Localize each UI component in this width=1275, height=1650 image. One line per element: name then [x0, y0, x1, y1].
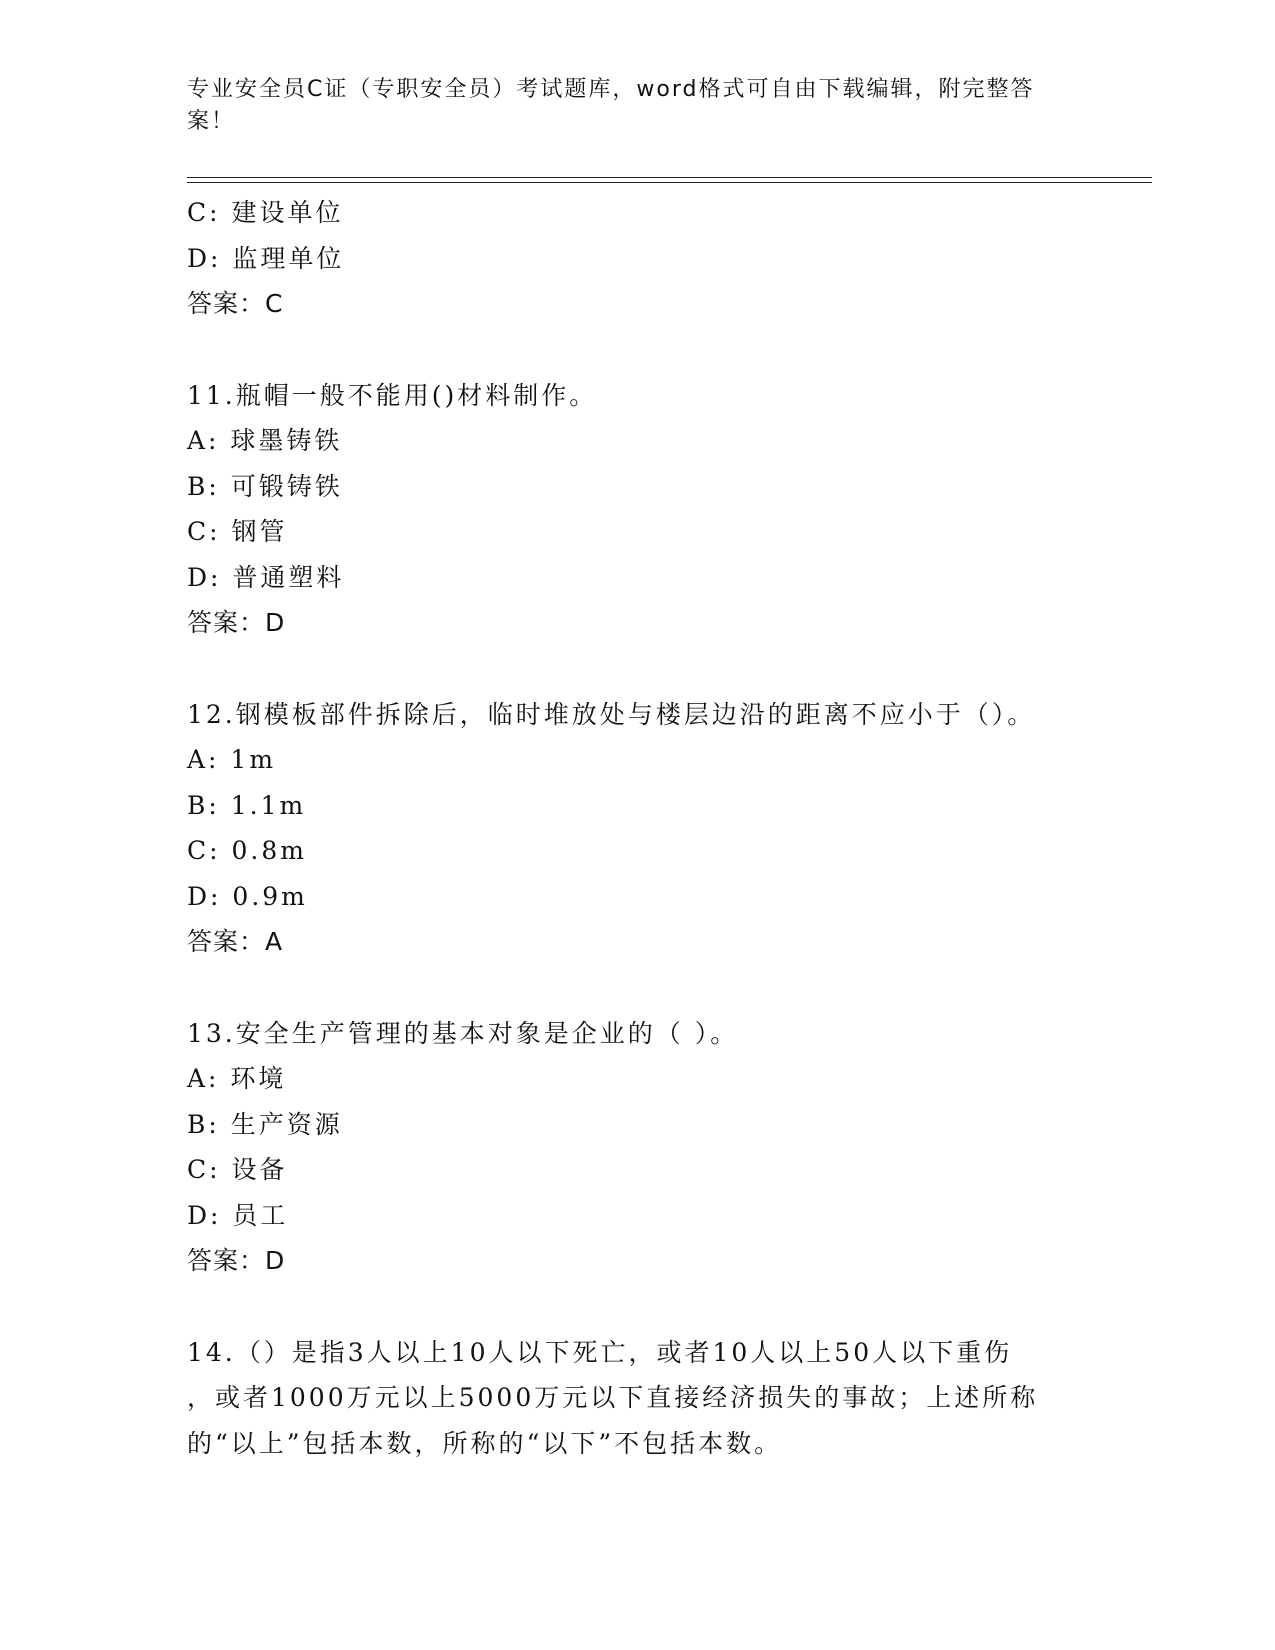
option-d: D: 员工 — [187, 1200, 289, 1230]
option-c: C: 设备 — [187, 1155, 288, 1184]
header-line-1: 专业安全员C证（专职安全员）考试题库，word格式可自由下载编辑，附完整答 — [187, 77, 1035, 102]
option-c: C: 0.8m — [187, 836, 307, 865]
question-stem: 13.安全生产管理的基本对象是企业的（ ）。 — [187, 1018, 739, 1048]
option-b: B: 1.1m — [187, 790, 307, 820]
header-rule-top — [187, 177, 1152, 178]
answer-line: 答案：D — [187, 608, 286, 637]
option-b: B: 可锻铸铁 — [187, 471, 343, 501]
option-a: A: 环境 — [187, 1064, 287, 1093]
answer-line: 答案：C — [187, 289, 284, 318]
document-header — [187, 74, 1067, 138]
option-d: D: 0.9m — [187, 881, 308, 911]
option-a: A: 球墨铸铁 — [187, 426, 343, 455]
option-d: D: 监理单位 — [187, 243, 345, 273]
question-list — [187, 190, 1087, 1466]
question-stem-line-1: 14.（）是指3人以上10人以下死亡，或者10人以上50人以下重伤 — [187, 1337, 1013, 1367]
question-12 — [187, 692, 1087, 965]
question-10-continued — [187, 190, 1087, 327]
spacer — [187, 327, 1087, 373]
option-a: A: 1m — [187, 745, 277, 774]
spacer — [187, 646, 1087, 692]
option-b: B: 生产资源 — [187, 1109, 343, 1139]
question-14 — [187, 1330, 1067, 1467]
question-stem-line-3: 的“以上”包括本数，所称的“以下”不包括本数。 — [187, 1428, 783, 1458]
question-stem-line-2: ，或者1000万元以上5000万元以下直接经济损失的事故；上述所称 — [187, 1383, 1039, 1412]
question-stem: 11.瓶帽一般不能用()材料制作。 — [187, 380, 598, 410]
option-c: C: 钢管 — [187, 517, 288, 546]
spacer — [187, 965, 1087, 1011]
question-stem: 12.钢模板部件拆除后，临时堆放处与楼层边沿的距离不应小于（）。 — [187, 699, 1036, 729]
question-13 — [187, 1011, 1087, 1284]
option-d: D: 普通塑料 — [187, 562, 345, 592]
question-11 — [187, 373, 1087, 646]
option-c: C: 建设单位 — [187, 198, 344, 227]
answer-line: 答案：D — [187, 1246, 286, 1275]
header-line-2: 案！ — [187, 109, 236, 134]
spacer — [187, 1284, 1087, 1330]
answer-line: 答案：A — [187, 927, 284, 956]
header-rule-bottom — [187, 182, 1152, 183]
